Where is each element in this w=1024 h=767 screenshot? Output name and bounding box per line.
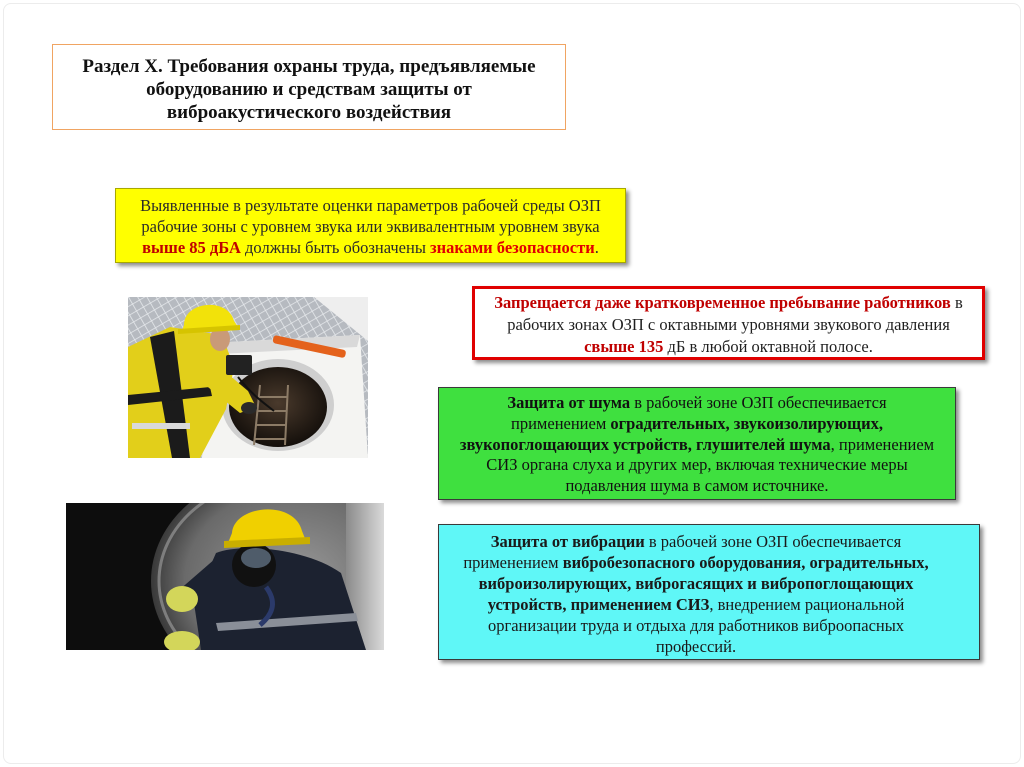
vibration-protection-box <box>438 524 980 660</box>
worker-at-hatch-illustration <box>128 297 368 458</box>
noise-text-line-4: СИЗ органа слуха и других мер, включая технические меры <box>486 455 908 475</box>
marking-text-end: . <box>594 238 599 257</box>
marking-text-middle: должны быть обозначены <box>240 238 431 257</box>
noise-text-line-1-end: в рабочей зоне ОЗП обеспечивается <box>630 393 887 412</box>
noise-zone-marking-box <box>115 188 626 263</box>
vibration-equipment-highlight-3: устройств, применением СИЗ <box>487 595 710 614</box>
marking-text-line-2: рабочие зоны с уровнем звука или эквивалентным уровнем звука <box>141 217 600 236</box>
prohibition-highlight: Запрещается даже кратковременное пребывание работников <box>494 293 951 312</box>
marking-signs-highlight: знаками безопасности <box>430 238 595 257</box>
section-title-line-1: Раздел X. Требования охраны труда, предъявляемые <box>82 56 536 77</box>
worker-glove-upper <box>166 586 198 612</box>
noise-text-line-2-start: применением <box>511 413 611 433</box>
vibration-text-line-2-start: применением <box>463 553 563 572</box>
prohibition-box <box>472 286 985 360</box>
noise-protection-heading: Защита от шума <box>507 393 631 412</box>
section-title-line-3: виброакустического воздействия <box>166 102 452 123</box>
noise-protection-box <box>438 387 956 500</box>
prohibition-text-line-1-end: в <box>950 293 963 312</box>
noise-text-line-5: подавления шума в самом источнике. <box>565 476 829 496</box>
worker-in-pipe-illustration <box>66 503 384 650</box>
vibration-equipment-highlight-2: виброизолирующих, виброгасящих и вибропоглощающих <box>478 574 914 593</box>
section-title-box <box>52 44 566 130</box>
photo-worker-in-pipe <box>66 503 384 650</box>
mask-visor <box>241 548 271 568</box>
noise-text-line-3-end: , применением <box>830 434 935 454</box>
marking-text-line-1: Выявленные в результате оценки параметров рабочей среды ОЗП <box>140 196 601 215</box>
vibration-text-line-6: профессий. <box>655 637 737 656</box>
prohibition-text-line-2: рабочих зонах ОЗП с октавными уровнями звукового давления <box>507 315 950 334</box>
marking-threshold-highlight: выше 85 дБА <box>142 238 241 257</box>
vibration-text-line-1-end: в рабочей зоне ОЗП обеспечивается <box>644 532 902 551</box>
vibration-protection-heading: Защита от вибрации <box>490 532 645 551</box>
gas-detector <box>226 355 252 375</box>
vibration-equipment-highlight-1: вибробезопасного оборудования, оградительных, <box>562 553 929 572</box>
prohibition-text-line-3-end: дБ в любой октавной полосе. <box>663 337 873 356</box>
worker-glove <box>241 402 257 414</box>
noise-devices-highlight-2: звукопоглощающих устройств, глушителей шума <box>459 434 831 454</box>
section-title-line-2: оборудованию и средствам защиты от <box>146 79 472 100</box>
noise-devices-highlight-1: оградительных, звукоизолирующих, <box>610 413 883 433</box>
vibration-text-line-5: организации труда и отдыха для работников виброопасных <box>487 616 905 635</box>
reflective-stripe <box>132 423 190 429</box>
vibration-text-line-4-end: , внедрением рациональной <box>709 595 905 614</box>
photo-worker-at-hatch <box>128 297 368 458</box>
prohibition-level-highlight: свыше 135 <box>584 337 664 356</box>
